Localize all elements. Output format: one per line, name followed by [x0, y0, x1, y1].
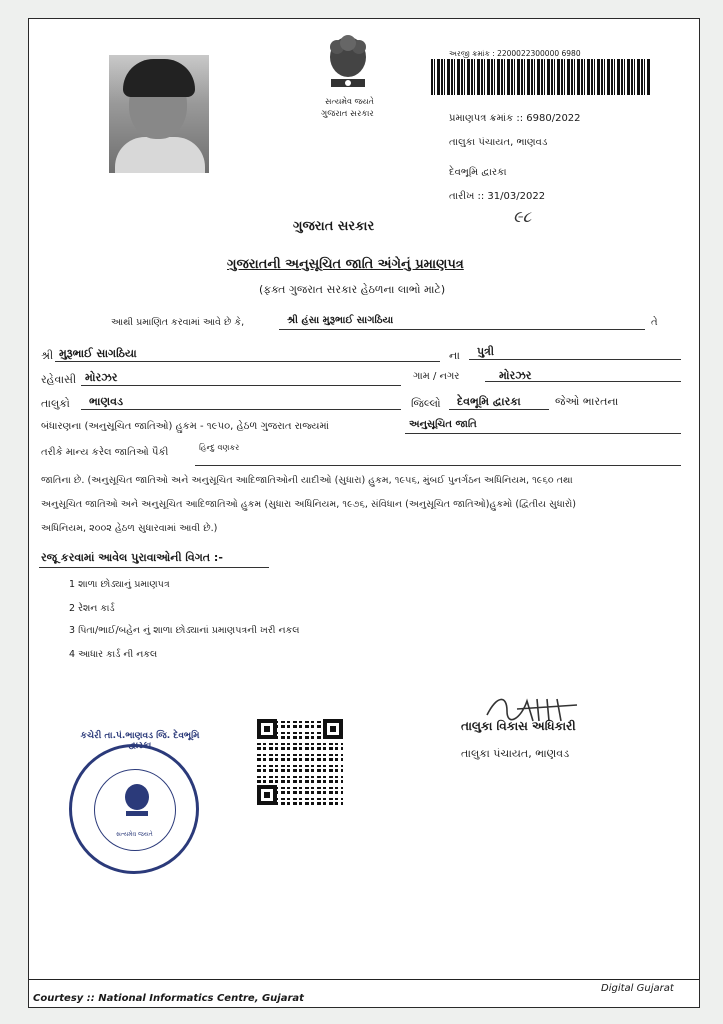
caste-value: હિન્દુ વણકર	[199, 443, 240, 452]
qr-code	[257, 719, 343, 805]
signatory-designation: તાલુકા વિકાસ અધિકારી	[461, 719, 576, 733]
caste-label: તરીકે માન્ય કરેલ જાતિઓ પૈકી	[41, 447, 169, 458]
issue-date: તારીખ :: 31/03/2022	[449, 191, 546, 202]
government-title: ગુજરાત સરકાર	[293, 219, 375, 234]
seal-emblem-icon	[120, 781, 154, 821]
resident-label: રહેવાસી	[41, 373, 77, 386]
taluka-value: ભાણવડ	[89, 395, 123, 408]
issuing-office: તાલુકા પંચાયત, ભાણવડ	[449, 137, 548, 148]
certificate-number: પ્રમાણપત્ર ક્રમાંક :: 6980/2022	[449, 113, 581, 124]
applicant-name: શ્રી હંસા મુરૂભાઈ સાગઠિયા	[287, 315, 394, 326]
courtesy-text: Courtesy :: National Informatics Centre, Gujarat	[33, 993, 304, 1004]
category-value: અનુસૂચિત જાતિ	[409, 419, 477, 430]
district-value: દેવભૂમિ દ્વારકા	[457, 395, 521, 408]
na-label: ના	[449, 349, 460, 362]
documents-heading: રજૂ કરવામાં આવેલ પુરાવાઓની વિગત :-	[41, 551, 223, 564]
legal-text-line-2: અનુસૂચિત જાતિઓ અને અનુસૂચિત આદિજાતિઓ હુકમ (સુધારા અધિનિયમ, ૧૯૭૬, સંવિધાન (અનુસૂચિત જાતિઓ)હુકમો (દ્વિતીય સુધારો)	[41, 499, 577, 510]
certify-prefix: આથી પ્રમાણિત કરવામાં આવે છે કે,	[111, 317, 245, 328]
national-emblem-icon	[321, 33, 375, 93]
father-name: મુરૂભાઈ સાગઠિયા	[59, 347, 137, 360]
certificate-subtitle: (ફક્ત ગુજરાત સરકાર હેઠળના લાભો માટે)	[259, 283, 446, 296]
village-value: મોરઝર	[499, 369, 532, 382]
handwritten-mark: ૯૮	[513, 207, 532, 226]
legal-text-line-1: જાતિના છે. (અનુસૂચિત જાતિઓ અને અનુસૂચિત આદિજાતિઓની યાદીઓ (સુધારા) હુકમ, ૧૯૫૬, મુંબઈ પુનર્ગઠન અધિનિયમ, ૧૯૬૦ તથા	[41, 475, 573, 486]
seal-text: કચેરી તા.પં.ભાણવડ જિ. દેવભૂમિ દ્વારકા	[80, 731, 200, 751]
resident-value: મોરઝર	[85, 371, 118, 384]
document-item: 1 શાળા છોડ્યાનું પ્રમાણપત્ર	[69, 579, 170, 590]
certificate-page	[28, 18, 700, 1008]
document-item: 3 પિતા/ભાઈ/બહેન નું શાળા છોડ્યાનાં પ્રમાણપત્રની ખરી નકલ	[69, 625, 300, 636]
applicant-photo	[109, 55, 209, 173]
constitution-text: બંધારણના (અનુસૂચિત જાતિઓ) હુકમ - ૧૯૫૦, હેઠળ ગુજરાત રાજ્યમાં	[41, 421, 329, 432]
issuing-district: દેવભૂમિ દ્વારકા	[449, 167, 507, 178]
taluka-label: તાલુકો	[41, 397, 70, 410]
document-item: 2 રેશન કાર્ડ	[69, 603, 115, 614]
relation-value: પુત્રી	[477, 345, 495, 358]
emblem-caption: સત્યમેવ જયતે	[325, 97, 374, 106]
office-seal	[69, 731, 200, 874]
village-label: ગામ / નગર	[413, 371, 460, 382]
shri-label: શ્રી	[41, 349, 54, 362]
seal-motto: સત્યમેવ જયતે	[116, 831, 153, 838]
certificate-title: ગુજરાતની અનુસૂચિત જાતિ અંગેનું પ્રમાણપત્ર	[227, 257, 464, 272]
application-number: અરજી ક્રમાંક : 2200022300000 6980	[449, 49, 581, 58]
barcode	[431, 59, 651, 95]
brand-text: Digital Gujarat	[601, 983, 674, 994]
legal-text-line-3: અધિનિયમ, ૨૦૦૨ હેઠળ સુધારવામાં આવી છે.)	[41, 523, 218, 534]
document-item: 4 આધાર કાર્ડ ની નકલ	[69, 649, 158, 660]
district-label: જિલ્લો	[411, 397, 441, 410]
emblem-caption-govt: ગુજરાત સરકાર	[321, 109, 374, 119]
te-text: તે	[651, 317, 658, 328]
india-text: જેઓ ભારતના	[555, 395, 619, 408]
signatory-office: તાલુકા પંચાયત, ભાણવડ	[461, 747, 570, 760]
